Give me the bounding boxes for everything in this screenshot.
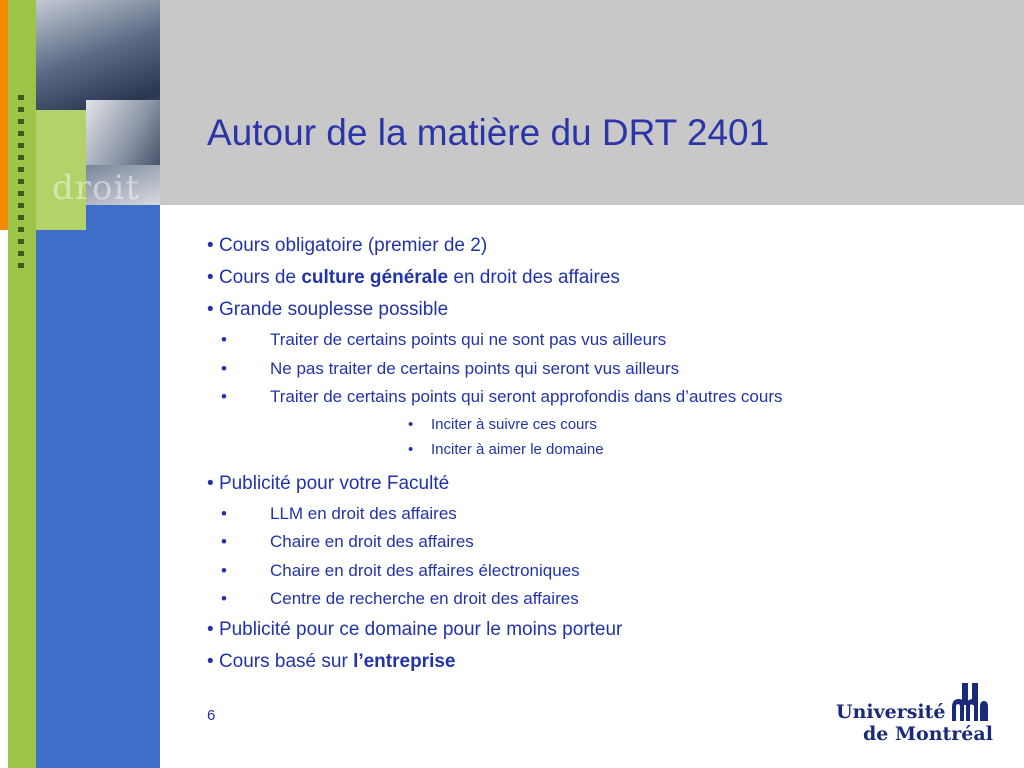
bullet-marker: • [207,299,219,320]
bullet-level-2 [207,326,1007,355]
bullet-text: Centre de recherche en droit des affaires [270,589,579,608]
blue-panel [36,190,160,768]
bullet-text: Chaire en droit des affaires électroniques [270,560,580,580]
bullet-level-2 [207,557,1007,586]
page-number: 6 [207,707,216,724]
photo-watermark-text: droit [52,168,141,208]
left-decorative-rail [0,0,160,768]
bullet-level-3 [207,412,1007,437]
bullet-level-1 [207,614,1007,646]
bullet-marker: • [408,415,414,433]
bullet-text: Inciter à suivre ces cours [431,415,597,433]
bullet-marker: • [221,330,227,349]
bullet-text: Grande souplesse possible [218,299,449,320]
bullet-level-2 [207,500,1007,529]
bullet-level-1 [207,294,1007,326]
title-band [160,0,1024,205]
bullet-text: Publicité pour votre Faculté [218,472,450,494]
orange-stripe [0,0,8,230]
bullet-level-2 [207,355,1007,384]
bullet-marker: • [207,618,219,640]
bullet-text: Publicité pour ce domaine pour le moins porteur [218,618,623,640]
bullet-level-2 [207,585,1007,614]
bullet-level-3 [207,437,1007,462]
bullet-level-2 [207,528,1007,557]
bullet-text: Traiter de certains points qui ne sont pas vus ailleurs [270,330,667,349]
udem-emblem-icon [950,683,990,723]
bullet-text: Traiter de certains points qui seront approfondis dans d’autres cours [270,387,783,406]
bullet-text: en droit des affaires [448,267,620,288]
dotted-line [18,95,24,275]
bullet-level-1 [207,262,1007,294]
bullet-list [207,230,1007,678]
bullet-text: LLM en droit des affaires [270,503,457,523]
bullet-text-bold: culture générale [301,267,449,288]
bullet-marker: • [207,267,219,288]
bullet-level-1 [207,230,1007,262]
logo-line-1: Université [836,701,946,723]
bullet-marker: • [207,235,219,256]
bullet-text: Ne pas traiter de certains points qui seront vus ailleurs [270,358,680,378]
bullet-marker: • [221,589,227,608]
universite-de-montreal-logo [836,683,996,747]
bullet-text: Cours obligatoire (premier de 2) [218,235,488,256]
bullet-text: Inciter à aimer le domaine [431,440,604,458]
bullet-text: Cours de [218,267,302,288]
bullet-text: Chaire en droit des affaires [270,532,474,551]
bullet-marker: • [221,358,227,378]
bullet-marker: • [221,503,227,523]
bullet-marker: • [207,472,219,494]
bullet-marker: • [408,440,414,458]
bullet-marker: • [221,560,227,580]
bullet-marker: • [221,532,227,551]
campus-photo [86,100,160,165]
bullet-level-1 [207,468,1007,500]
bullet-marker: • [207,650,219,672]
bullet-marker: • [221,387,227,406]
bullet-level-1 [207,646,1007,678]
bullet-text-bold: l’entreprise [353,650,456,672]
bullet-level-2 [207,383,1007,412]
logo-line-2: de Montréal [863,723,993,745]
bullet-text: Cours basé sur [218,650,354,672]
slide-title: Autour de la matière du DRT 2401 [207,112,770,153]
